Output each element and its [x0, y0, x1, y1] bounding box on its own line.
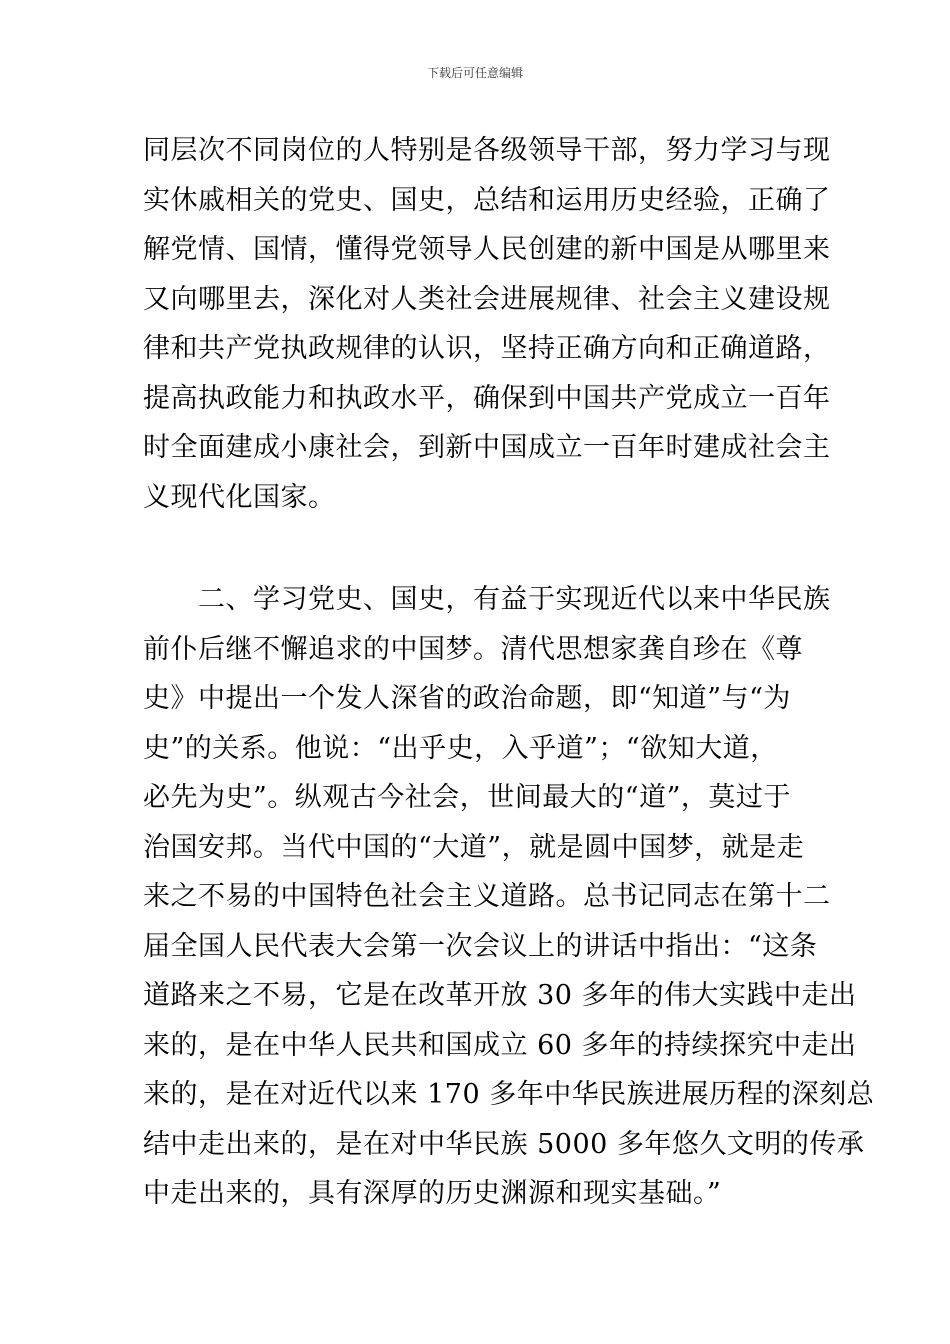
text-line: 届全国人民代表大会第一次会议上的讲话中指出：“这条	[143, 930, 818, 962]
text-line: 前仆后继不懈追求的中国梦。清代思想家龚自珍在《尊	[143, 633, 803, 665]
text-line: 律和共产党执政规律的认识，坚持正确方向和正确道路，	[143, 333, 831, 364]
text-line: 史》中提出一个发人深省的政治命题，即“知道”与“为	[143, 683, 791, 714]
text-line: 二、学习党史、国史，有益于实现近代以来中华民族	[143, 584, 831, 615]
text-line: 实休戚相关的党史、国史，总结和运用历史经验，正确了	[143, 184, 831, 216]
text-line: 义现代化国家。	[143, 481, 336, 513]
text-line: 来的，是在对近代以来 170 多年中华民族进展历程的深刻总	[143, 1079, 875, 1110]
text-line: 来之不易的中国特色社会主义道路。总书记同志在第十二	[143, 881, 831, 912]
text-line: 解党情、国情，懂得党领导人民创建的新中国是从哪里来	[143, 234, 831, 265]
paragraph-2	[143, 575, 875, 1219]
paragraph-1	[143, 126, 831, 522]
page-header: 下载后可任意编辑	[426, 66, 523, 80]
text-line: 提高执政能力和执政水平，确保到中国共产党成立一百年	[143, 382, 831, 414]
text-line: 又向哪里去，深化对人类社会进展规律、社会主义建设规	[143, 283, 831, 315]
text-line: 道路来之不易，它是在改革开放 30 多年的伟大实践中走出	[143, 980, 857, 1011]
text-line: 治国安邦。当代中国的“大道”，就是圆中国梦，就是走	[143, 831, 805, 863]
text-line: 同层次不同岗位的人特别是各级领导干部，努力学习与现	[143, 135, 831, 166]
text-line: 结中走出来的，是在对中华民族 5000 多年悠久文明的传承	[143, 1128, 865, 1160]
text-line: 时全面建成小康社会，到新中国成立一百年时建成社会主	[143, 432, 831, 463]
text-line: 中走出来的，具有深厚的历史渊源和现实基础。”	[143, 1178, 722, 1209]
text-line: 来的，是在中华人民共和国成立 60 多年的持续探究中走出	[143, 1029, 857, 1061]
text-line: 史”的关系。他说：“出乎史，入乎道”；“欲知大道，	[143, 732, 778, 764]
text-line: 必先为史”。纵观古今社会，世间最大的“道”，莫过于	[143, 782, 791, 813]
